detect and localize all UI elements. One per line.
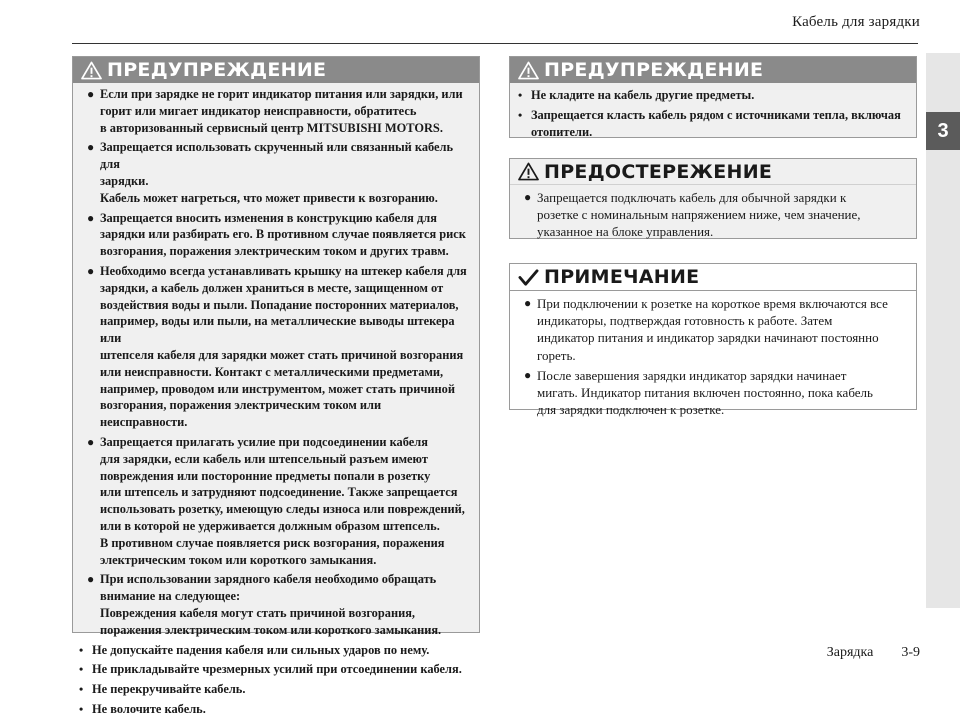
bullet-marker: ●	[524, 190, 532, 204]
bullet-marker: •	[518, 107, 523, 122]
list-item	[79, 701, 471, 718]
list-item	[87, 263, 471, 431]
header-rule	[72, 43, 918, 44]
list-item	[524, 295, 908, 364]
list-item-text: Не кладите на кабель другие предметы.	[531, 88, 755, 102]
list-item-text: После завершения зарядки индикатор зарядки начинает мигать. Индикатор питания включен постоянно, пока кабель для зарядки подключен к розетке.	[537, 367, 873, 418]
list-item	[79, 661, 471, 678]
list-item	[518, 107, 908, 141]
list-item-text: Необходимо всегда устанавливать крышку на штекер кабеля для зарядки, а кабель должен храниться в месте, защищенном от воздействия воды и пыли. Попадание посторонних материалов, например, воды или пыли, на металлические выводы штекера или штепселя кабеля для зарядки может стать причиной возгорания или неисправности. Контакт с металлическими предметами, например, проводом или инструментом, может стать причиной возгорания, поражения электрическим током или неисправности.	[100, 263, 467, 430]
warning-box-left-title: ПРЕДУПРЕЖДЕНИЕ	[107, 59, 327, 81]
list-item	[79, 642, 471, 659]
list-item	[87, 434, 471, 568]
chapter-tab: 3	[926, 112, 960, 150]
list-item	[87, 210, 471, 260]
warning-box-right-title: ПРЕДУПРЕЖДЕНИЕ	[544, 59, 764, 81]
bullet-marker: •	[518, 88, 523, 102]
caution-box	[509, 158, 917, 239]
footer-section: Зарядка	[826, 645, 874, 660]
list-item-text: Не волочите кабель.	[92, 701, 206, 716]
warning-box-right-body	[510, 83, 916, 147]
note-box-body	[510, 291, 916, 425]
page-number: 3-9	[901, 645, 920, 660]
bullet-marker: ●	[87, 434, 95, 449]
list-item	[87, 86, 471, 136]
check-mark-icon	[518, 268, 539, 287]
warning-box-right-header	[510, 57, 916, 83]
warning-box-left	[72, 56, 480, 716]
list-item-text: При подключении к розетке на короткое время включаются все индикаторы, подтверждая готовность к работе. Затем индикатор питания и индикатор зарядки начинают постоянно гореть.	[537, 296, 888, 363]
list-item-text: Не прикладывайте чрезмерных усилий при отсоединении кабеля.	[92, 662, 462, 677]
note-box-header	[510, 264, 916, 291]
note-box	[509, 263, 917, 418]
bullet-marker: ●	[87, 572, 95, 587]
bullet-marker: •	[79, 662, 84, 677]
bullet-marker: •	[79, 701, 84, 716]
warning-box-left-header	[73, 57, 479, 83]
bullet-marker: ●	[87, 140, 95, 155]
list-item	[87, 571, 471, 638]
list-item-text: Не допускайте падения кабеля или сильных ударов по нему.	[92, 642, 430, 657]
bullet-marker: ●	[87, 263, 95, 278]
list-item-text: Запрещается класть кабель рядом с источниками тепла, включая отопители.	[531, 107, 901, 139]
bullet-marker: •	[79, 682, 84, 697]
list-item-text: Если при зарядке не горит индикатор питания или зарядки, или горит или мигает индикатор неисправности, обратитесь в авторизованный сервисный центр MITSUBISHI MOTORS.	[100, 87, 463, 135]
list-item-text: Запрещается подключать кабель для обычной зарядки к розетке с номинальным напряжением ниже, чем значение, указанное на блоке управления.	[537, 190, 861, 240]
bullet-marker: ●	[87, 87, 95, 101]
caution-box-header	[510, 159, 916, 185]
list-item	[524, 189, 908, 241]
bullet-marker: ●	[524, 367, 532, 382]
list-item	[524, 367, 908, 419]
warning-triangle-icon	[81, 61, 102, 80]
list-item	[518, 87, 908, 104]
bullet-marker: ●	[87, 210, 95, 225]
list-item-text: Не перекручивайте кабель.	[92, 682, 246, 697]
list-item-text: При использовании зарядного кабеля необходимо обращать внимание на следующее: Повреждения кабеля могут стать причиной возгорания, поражения электрическим током или короткого замыкания.	[100, 572, 442, 637]
warning-box-right	[509, 56, 917, 138]
warning-triangle-icon	[518, 61, 539, 80]
list-item	[79, 681, 471, 698]
bullet-marker: ●	[524, 296, 532, 310]
caution-box-title: ПРЕДОСТЕРЕЖЕНИЕ	[544, 160, 773, 183]
page-footer	[827, 645, 920, 661]
list-item-text: Запрещается вносить изменения в конструкцию кабеля для зарядки или разбирать его. В противном случае появляется риск возгорания, поражения электрическим током и других травм.	[100, 210, 466, 259]
caution-box-body	[510, 185, 916, 248]
list-item-text: Запрещается использовать скрученный или связанный кабель для зарядки. Кабель может нагреться, что может привести к возгоранию.	[100, 140, 454, 205]
warning-triangle-icon	[518, 162, 539, 181]
note-box-title: ПРИМЕЧАНИЕ	[544, 266, 700, 288]
warning-box-left-body	[73, 83, 479, 725]
bullet-marker: •	[79, 642, 84, 657]
list-item-text: Запрещается прилагать усилие при подсоединении кабеля для зарядки, если кабель или штепсельный разъем имеют повреждения или посторонние предметы попали в розетку или штепсель и затрудняют подсоединение. Также запрещается использовать розетку, имеющую следы износа или повреждений, или в которой не удерживается должным образом штепсель. В противном случае появляется риск возгорания, поражения электрическим током или короткого замыкания.	[100, 434, 465, 567]
list-item	[87, 139, 471, 206]
page-header-title: Кабель для зарядки	[792, 14, 920, 30]
